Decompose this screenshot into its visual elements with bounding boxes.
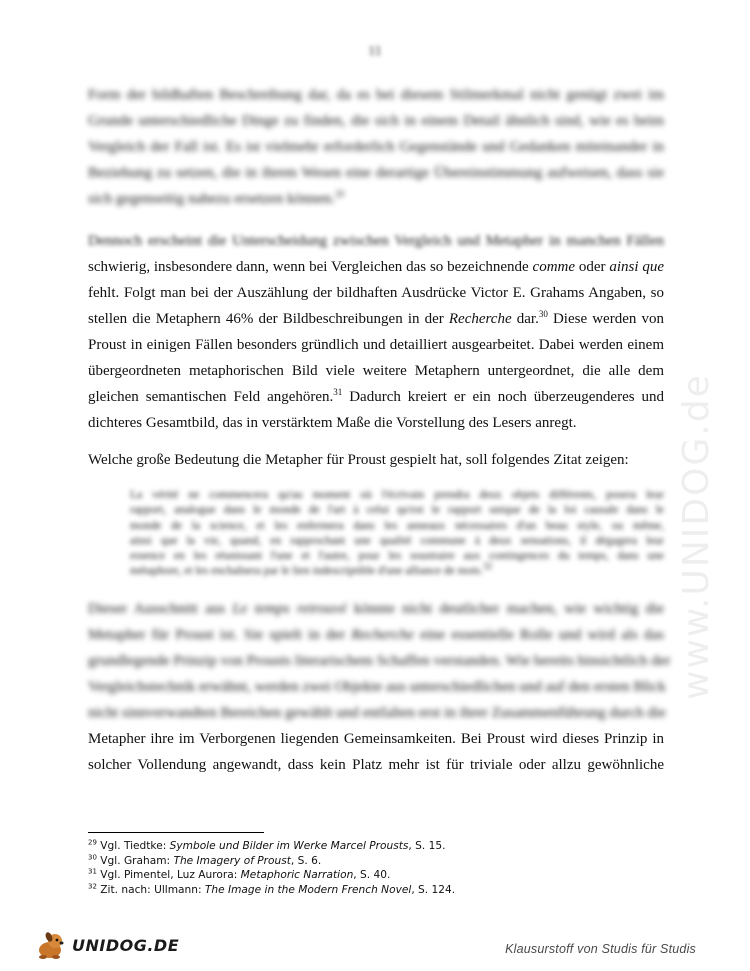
paragraph-2-line: gleichen semantischen Feld angehören.$^{31}$ Dadurch kreiert er ein noch überzeugenderes und	[88, 387, 664, 405]
paragraph-2	[88, 228, 664, 436]
watermark-text: www.UNIDOG.de	[676, 373, 717, 700]
paragraph-2-line: fehlt. Folgt man bei der Auszählung der bildhaften Ausdrücke Victor E. Grahams Angaben, so	[88, 285, 664, 301]
paragraph-2-line: dichteres Gesamtbild, das in verstärktem Maße die Vorstellung des Lesers anregt.	[88, 415, 577, 431]
footnote-divider	[88, 832, 264, 833]
paragraph-3-line: Welche große Bedeutung die Metapher für Proust gespielt hat, soll folgendes Zitat zeigen:	[88, 452, 629, 468]
paragraph-1	[88, 82, 664, 212]
paragraph-4	[88, 596, 671, 778]
paragraph-2-line: übergeordneten metaphorischen Bild viele weitere Metaphern untergeordnet, die alle dem	[88, 363, 664, 379]
paragraph-2-line: Proust in einigen Fällen besonders gründlich und detailliert ausgearbeitet. Dabei werden einem	[88, 337, 664, 353]
quote-line: monde de la science, et les enfermera dans les anneaux nécessaires d'un beau style, ou même,	[130, 519, 664, 532]
footnote-ref: 30	[538, 309, 548, 319]
paragraph-4-line: Vergleichstechnik erwähnt, werden zwei Objekte aus unterschiedlichen und auf den ersten Blick	[88, 679, 666, 695]
paragraph-4-line: Metapher für Proust ist. Sie spielt in der Recherche eine essentielle Rolle und wird als das	[88, 627, 664, 643]
quote-line: rapport, analogue dans le monde de l'art à celui qu'est le rapport unique de la loi causale dans le	[130, 504, 664, 517]
paragraph-1-line: Grunde unterschiedliche Dinge zu finden, die sich in einem Detail ähnlich sind, wie es beim	[88, 113, 664, 129]
quote-line: essence en les réunissant l'une et l'autre, pour les soustraire aux contingences du temps, dans une	[130, 550, 664, 563]
block-quote	[130, 488, 664, 580]
paragraph-4-line: solcher Vollendung angewandt, dass kein Platz mehr ist für triviale oder allzu gewöhnliche	[88, 757, 664, 773]
watermark	[668, 230, 717, 710]
paragraph-1-line: Vergleich der Fall ist. Es ist vielmehr erforderlich Gegenstände und Gedanken miteinander in	[88, 139, 664, 155]
paragraph-2-blurred-line: Dennoch erscheint die Unterscheidung zwischen Vergleich und Metapher in manchen Fällen	[88, 233, 664, 249]
footnotes	[88, 839, 664, 897]
paragraph-1-line: Form der bildhaften Beschreibung dar, da es bei diesem Stilmerkmal nicht genügt zwei im	[88, 87, 664, 103]
footnote-item: $^{31}$ Vgl. Pimentel, Luz Aurora: Metaphoric Narration, S. 40.	[88, 867, 391, 882]
paragraph-4-line: grundlegende Prinzip von Prousts literarischem Schaffen verstanden. Wie bereits hinsichtlich der	[88, 653, 671, 669]
footnote-item: $^{32}$ Zit. nach: Ullmann: The Image in the Modern French Novel, S. 124.	[88, 882, 456, 896]
unidog-logo	[34, 930, 180, 960]
logo-text: UNIDOG.DE	[72, 936, 180, 955]
footnote-ref: 31	[333, 387, 343, 397]
dog-icon	[34, 930, 68, 960]
footnote-ref: 29	[335, 189, 344, 199]
page-number: 11	[368, 44, 382, 59]
paragraph-2-line: stellen die Metaphern 46% der Bildbeschreibungen in der Recherche dar.$^{30}$ Diese werden von	[88, 309, 664, 327]
paragraph-3	[88, 447, 664, 473]
quote-line: métaphore, et les enchaînera par le lien indescriptible d'une alliance de mots.$^{32}$	[130, 561, 492, 578]
footer-tagline: Klausurstoff von Studis für Studis	[505, 942, 696, 956]
quote-line: ainsi que la vie, quand, en rapprochant une qualité commune à deux sensations, il dégagera leur	[130, 534, 664, 547]
footnote-item: $^{29}$ Vgl. Tiedtke: Symbole und Bilder im Werke Marcel Prousts, S. 15.	[88, 838, 446, 852]
quote-line: La vérité ne commencera qu'au moment où l'écrivain prendra deux objets différents, posera leur	[130, 489, 664, 501]
footnote-ref: 32	[483, 561, 492, 572]
paragraph-4-line: Dieser Ausschnitt aus Le temps retrouvé könnte nicht deutlicher machen, wie wichtig die	[88, 601, 665, 617]
footnote-item: $^{30}$ Vgl. Graham: The Imagery of Proust, S. 6.	[88, 853, 322, 867]
paragraph-4-line: nicht sinnverwandten Bereichen gewählt und entfalten erst in ihrer Zusammenführung durch die	[88, 705, 666, 721]
paragraph-4-line: Metapher ihre im Verborgenen liegenden Gemeinsamkeiten. Bei Proust wird dieses Prinzip in	[88, 731, 664, 747]
paragraph-2-line: schwierig, insbesondere dann, wenn bei Vergleichen das so bezeichnende comme oder ainsi que	[88, 259, 664, 275]
paragraph-1-line: sich gegenseitig nahezu ersetzen können.$^{29}$	[88, 189, 344, 207]
paragraph-1-line: Beziehung zu setzen, die in ihrem Wesen eine derartige Übereinstimmung aufweisen, dass sie	[88, 165, 664, 181]
